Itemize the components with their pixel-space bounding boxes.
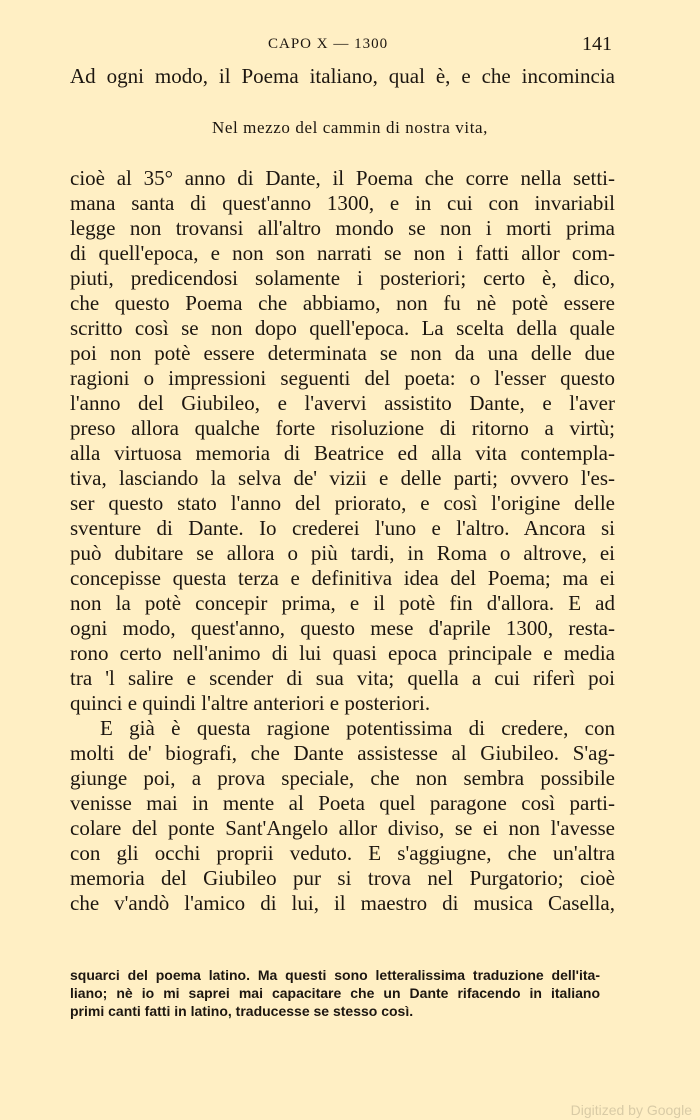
text-line: piuti, predicendosi solamente i posteriori; certo è, dico, — [70, 266, 615, 290]
running-title: CAPO X — 1300 — [268, 36, 389, 52]
text-line: poi non potè essere determinata se non da una delle due — [70, 341, 615, 365]
text-line: tra 'l salire e scender di sua vita; quella a cui riferì poi — [70, 666, 615, 690]
digitization-watermark: Digitized by Google — [570, 1102, 692, 1118]
text-line: concepisse questa terza e definitiva idea del Poema; ma ei — [70, 566, 615, 590]
footnote-line: squarci del poema latino. Ma questi sono letteralissima traduzione dell'ita- — [70, 967, 600, 983]
text-line: rono certo nell'animo di lui quasi epoca principale e media — [70, 641, 615, 665]
text-line: legge non trovansi all'altro mondo se non i morti prima — [70, 216, 615, 240]
text-line: cioè al 35° anno di Dante, il Poema che corre nella setti- — [70, 166, 615, 190]
text-line: l'anno del Giubileo, e l'avervi assistito Dante, e l'aver — [70, 391, 615, 415]
text-line: che v'andò l'amico di lui, il maestro di musica Casella, — [70, 891, 615, 915]
text-line: tiva, lasciando la selva de' vizii e delle parti; ovvero l'es- — [70, 466, 615, 490]
text-line: giunge poi, a prova speciale, che non sembra possibile — [70, 766, 615, 790]
text-line: memoria del Giubileo pur si trova nel Purgatorio; cioè — [70, 866, 615, 890]
text-line: ogni modo, quest'anno, questo mese d'aprile 1300, resta- — [70, 616, 615, 640]
text-line: E già è questa ragione potentissima di credere, con — [100, 716, 615, 740]
text-line: quinci e quindi l'altre anteriori e posteriori. — [70, 691, 431, 715]
footnote-line: primi canti fatti in latino, traducesse se stesso così. — [70, 1003, 414, 1019]
verse-quote: Nel mezzo del cammin di nostra vita, — [211, 118, 489, 137]
text-line: venisse mai in mente al Poeta quel paragone così parti- — [70, 791, 615, 815]
text-line: molti de' biografi, che Dante assistesse al Giubileo. S'ag- — [70, 741, 615, 765]
text-line: colare del ponte Sant'Angelo allor diviso, se ei non l'avesse — [70, 816, 615, 840]
text-line-first: Ad ogni modo, il Poema italiano, qual è, e che incomincia — [70, 64, 615, 88]
text-line: con gli occhi proprii veduto. E s'aggiugne, che un'altra — [70, 841, 615, 865]
text-line: preso allora qualche forte risoluzione di ritorno a virtù; — [70, 416, 615, 440]
text-line: può dubitare se allora o più tardi, in Roma o altrove, ei — [70, 541, 615, 565]
text-line: sventure di Dante. Io crederei l'uno e l'altro. Ancora si — [70, 516, 615, 540]
page-number: 141 — [582, 33, 612, 55]
text-line: che questo Poema che abbiamo, non fu nè potè essere — [70, 291, 615, 315]
footnote-line: liano; nè io mi saprei mai capacitare che un Dante rifacendo in italiano — [70, 985, 600, 1001]
text-line: scritto così se non dopo quell'epoca. La scelta della quale — [70, 316, 615, 340]
text-line: mana santa di quest'anno 1300, e in cui con invariabil — [70, 191, 615, 215]
text-line: ser questo stato l'anno del priorato, e così l'origine delle — [70, 491, 615, 515]
text-line: non la potè concepir prima, e il potè fin d'allora. E ad — [70, 591, 615, 615]
text-line: di quell'epoca, e non son narrati se non i fatti allor com- — [70, 241, 615, 265]
text-line: ragioni o impressioni seguenti del poeta: o l'esser questo — [70, 366, 615, 390]
text-line: alla virtuosa memoria di Beatrice ed alla vita contempla- — [70, 441, 615, 465]
